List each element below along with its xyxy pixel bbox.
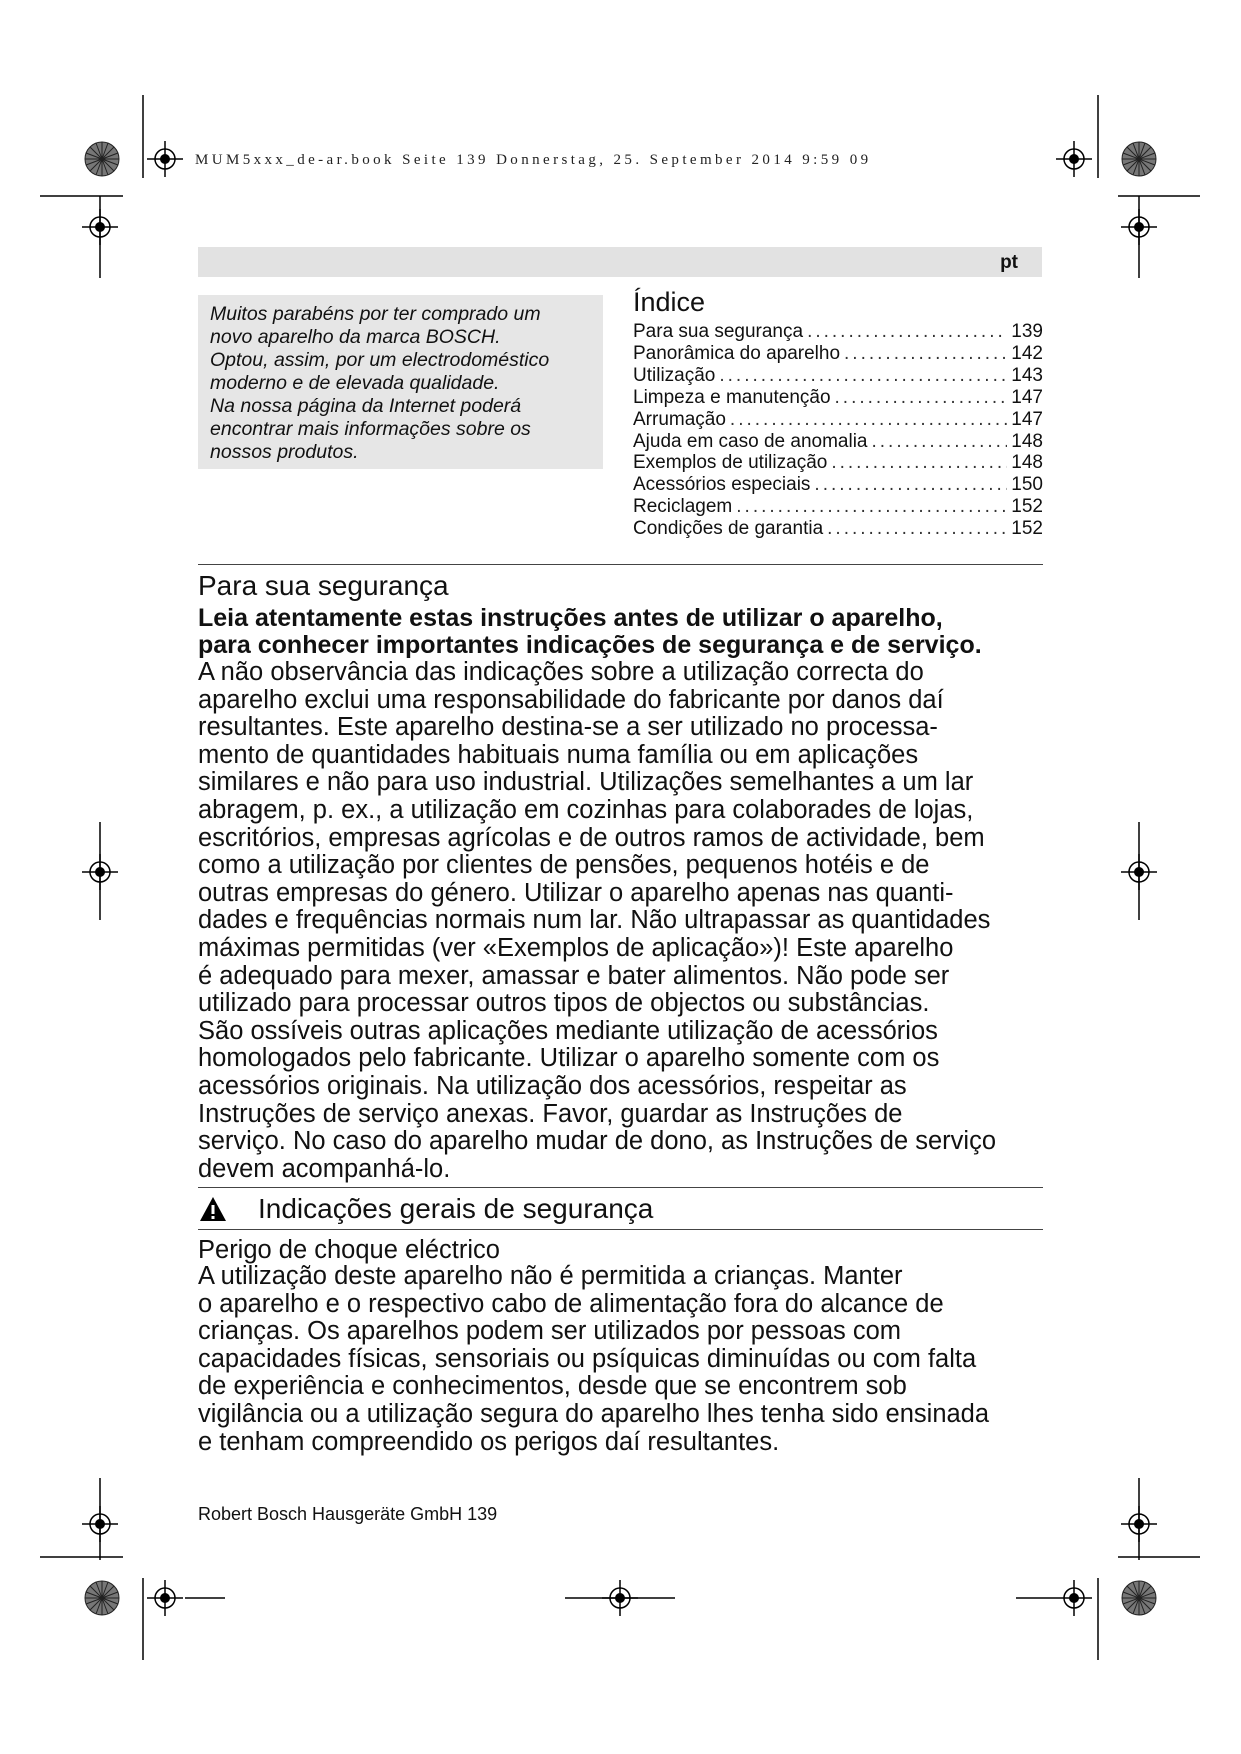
index-entry-page: 148 <box>1011 430 1043 452</box>
body-line: mento de quantidades habituais numa família ou em aplicações <box>198 740 919 769</box>
index-entry[interactable] <box>633 343 1043 365</box>
index-entry[interactable] <box>633 365 1043 387</box>
body-line: São ossíveis outras aplicações mediante utilização de acessórios <box>198 1016 938 1045</box>
index-entry[interactable] <box>633 474 1043 496</box>
index-entry-label: Arrumação <box>633 408 726 430</box>
body-line: utilizado para processar outros tipos de objectos ou substâncias. <box>198 989 930 1018</box>
print-header: MUM5xxx_de-ar.book Seite 139 Donnerstag, 25. September 2014 9:59 09 <box>195 152 872 168</box>
index-entry-page: 152 <box>1011 496 1043 518</box>
index-entry-label: Ajuda em caso de anomalia <box>633 430 868 452</box>
index-entry-label: Panorâmica do aparelho <box>633 342 841 364</box>
intro-line: moderno e de elevada qualidade. <box>210 372 500 394</box>
intro-line: Optou, assim, por um electrodoméstico <box>210 349 550 371</box>
index-entry-page: 152 <box>1011 518 1043 540</box>
lead-line: Leia atentamente estas instruções antes de utilizar o aparelho, <box>198 604 943 632</box>
safety-title: Para sua segurança <box>198 570 449 601</box>
body-line: o aparelho e o respectivo cabo de alimentação fora do alcance de <box>198 1289 944 1318</box>
index-entry-page: 150 <box>1011 474 1043 496</box>
intro-line: encontrar mais informações sobre os <box>210 418 531 440</box>
body-line: vigilância ou a utilização segura do aparelho lhes tenha sido ensinada <box>198 1399 990 1428</box>
body-line: A não observância das indicações sobre a utilização correcta do <box>198 658 924 686</box>
index-entry-page: 148 <box>1011 452 1043 474</box>
body-line: dades e frequências normais num lar. Não ultrapassar as quantidades <box>198 906 991 935</box>
body-line: A utilização deste aparelho não é permitida a crianças. Manter <box>198 1262 903 1290</box>
body-line: capacidades físicas, sensoriais ou psíquicas diminuídas ou com falta <box>198 1344 977 1373</box>
index-list <box>633 321 1043 540</box>
index-entry-page: 143 <box>1011 364 1043 386</box>
index-entry[interactable] <box>633 452 1043 474</box>
index-entry-label: Exemplos de utilização <box>633 452 828 474</box>
index-entry-label: Limpeza e manutenção <box>633 386 831 408</box>
index-entry-label: Acessórios especiais <box>633 474 811 496</box>
intro-line: novo aparelho da marca BOSCH. <box>210 326 501 348</box>
index-entry-page: 142 <box>1011 342 1043 364</box>
divider <box>198 564 1043 565</box>
leader-dots <box>835 387 1008 409</box>
body-line: similares e não para uso industrial. Utilizações semelhantes a um lar <box>198 768 974 797</box>
leader-dots <box>719 365 1007 387</box>
body-line: Instruções de serviço anexas. Favor, guardar as Instruções de <box>198 1099 903 1128</box>
leader-dots <box>827 518 1007 540</box>
language-tag: pt <box>1000 252 1018 273</box>
index-entry[interactable] <box>633 518 1043 540</box>
leader-dots <box>807 321 1007 343</box>
body-line: como a utilização por clientes de pensões, pequenos hotéis e de <box>198 851 930 880</box>
divider <box>198 1229 1043 1230</box>
general-safety-heading <box>198 1192 653 1226</box>
leader-dots <box>730 409 1007 431</box>
body-line: máximas permitidas (ver «Exemplos de aplicação»)! Este aparelho <box>198 933 954 962</box>
safety-lead <box>198 605 1058 659</box>
body-line: é adequado para mexer, amassar e bater alimentos. Não pode ser <box>198 961 950 990</box>
body-line: crianças. Os aparelhos podem ser utilizados por pessoas com <box>198 1317 902 1346</box>
index-entry[interactable] <box>633 409 1043 431</box>
body-line: devem acompanhá-lo. <box>198 1154 451 1183</box>
language-bar <box>198 247 1042 277</box>
index-entry-page: 139 <box>1011 321 1043 342</box>
safety-body <box>198 659 1068 1183</box>
body-line: escritórios, empresas agrícolas e de outros ramos de actividade, bem <box>198 823 985 852</box>
leader-dots <box>736 496 1007 518</box>
body-line: resultantes. Este aparelho destina-se a ser utilizado no processa- <box>198 713 938 742</box>
body-line: abragem, p. ex., a utilização em cozinhas para colaborades de lojas, <box>198 795 974 824</box>
intro-box <box>198 295 603 469</box>
intro-line: nossos produtos. <box>210 441 359 463</box>
index-entry-page: 147 <box>1011 408 1043 430</box>
intro-line: Na nossa página da Internet poderá <box>210 395 522 417</box>
index-entry-label: Para sua segurança <box>633 321 804 342</box>
index-entry-label: Condições de garantia <box>633 518 824 540</box>
index-entry-label: Utilização <box>633 364 716 386</box>
index-entry-page: 147 <box>1011 386 1043 408</box>
index-entry-label: Reciclagem <box>633 496 733 518</box>
body-line: aparelho exclui uma responsabilidade do fabricante por danos daí <box>198 685 944 714</box>
divider <box>198 1187 1043 1188</box>
index-entry[interactable] <box>633 387 1043 409</box>
body-line: serviço. No caso do aparelho mudar de dono, as Instruções de serviço <box>198 1127 997 1156</box>
page-footer: Robert Bosch Hausgeräte GmbH 139 <box>198 1504 498 1524</box>
general-safety-body <box>198 1263 1068 1456</box>
body-line: outras empresas do género. Utilizar o aparelho apenas nas quanti- <box>198 878 954 907</box>
electric-shock-subtitle: Perigo de choque eléctrico <box>198 1236 500 1264</box>
index-title: Índice <box>633 287 706 317</box>
leader-dots <box>831 452 1007 474</box>
leader-dots <box>814 474 1007 496</box>
intro-line: Muitos parabéns por ter comprado um <box>210 303 541 325</box>
lead-line: para conhecer importantes indicações de segurança e de serviço. <box>198 631 982 659</box>
body-line: homologados pelo fabricante. Utilizar o aparelho somente com os <box>198 1044 940 1073</box>
body-line: e tenham compreendido os perigos daí resultantes. <box>198 1427 780 1456</box>
general-safety-title: Indicações gerais de segurança <box>258 1193 654 1224</box>
body-line: de experiência e conhecimentos, desde que se encontrem sob <box>198 1372 907 1401</box>
warning-icon <box>198 1195 228 1223</box>
index-entry[interactable] <box>633 496 1043 518</box>
leader-dots <box>844 343 1007 365</box>
leader-dots <box>871 431 1007 453</box>
index-entry[interactable] <box>633 431 1043 453</box>
index-entry[interactable] <box>633 321 1043 343</box>
body-line: acessórios originais. Na utilização dos acessórios, respeitar as <box>198 1071 907 1100</box>
